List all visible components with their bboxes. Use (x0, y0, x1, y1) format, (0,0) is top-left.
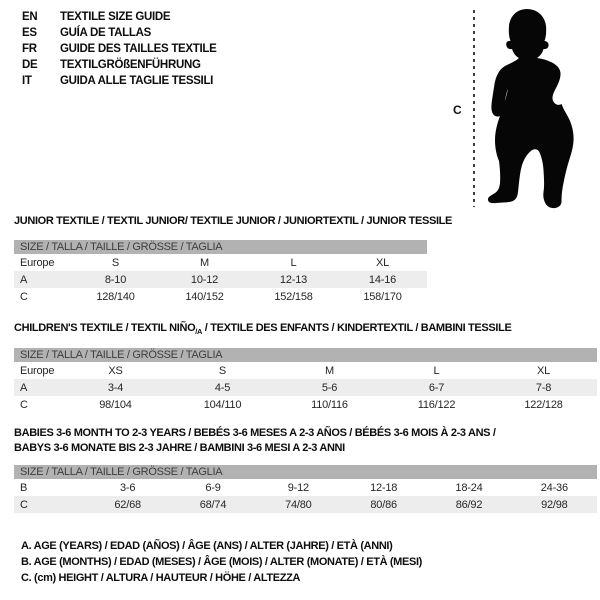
row-label: A (20, 381, 28, 394)
language-row (22, 57, 217, 73)
table-cell: 8-10 (104, 273, 127, 286)
table-cell: 80/86 (370, 498, 397, 511)
row-label: C (20, 498, 28, 511)
language-title-list (22, 9, 217, 89)
table-row (14, 254, 427, 271)
table-cell: 18-24 (455, 481, 483, 494)
table-title (14, 214, 452, 229)
table-cell: 7-8 (535, 381, 552, 394)
size-header-bar: SIZE / TALLA / TAILLE / GRÖSSE / TAGLIA (14, 348, 597, 362)
table-cell: 4-5 (214, 381, 231, 394)
table-cell: M (325, 364, 334, 377)
title-text: CHILDREN'S TEXTILE / TEXTIL NIÑO (14, 322, 196, 334)
language-code: ES (22, 27, 37, 39)
row-label: Europe (20, 256, 55, 269)
footnote-line: A. AGE (YEARS) / EDAD (AÑOS) / ÂGE (ANS) / ALTER (JAHRE) / ETÀ (ANNI) (21, 540, 393, 552)
footnotes (21, 538, 422, 586)
table-row (14, 396, 597, 413)
guide-title-translation: GUIDA ALLE TAGLIE TESSILI (60, 75, 214, 87)
table-cell: 92/98 (541, 498, 568, 511)
table-cell: 62/68 (114, 498, 141, 511)
table-cell: 140/152 (185, 290, 224, 303)
table-cell: 12-13 (279, 273, 308, 286)
table-row (14, 362, 597, 379)
size-header-bar: SIZE / TALLA / TAILLE / GRÖSSE / TAGLIA (14, 465, 597, 479)
footnote-line: C. (cm) HEIGHT / ALTURA / HAUTEUR / HÖHE / ALTEZZA (21, 572, 301, 584)
table-cell: 98/104 (99, 398, 132, 411)
table-cell: S (218, 364, 227, 377)
height-measure-label: C (453, 103, 462, 117)
language-row (22, 41, 217, 57)
baby-figure (450, 0, 600, 220)
table-cell: XS (108, 364, 123, 377)
table-cell: 6-7 (428, 381, 445, 394)
table-cell: XL (375, 256, 390, 269)
table-cell: 110/116 (311, 398, 348, 411)
size-table-section (14, 426, 597, 513)
table-cell: L (433, 364, 440, 377)
table-row (14, 379, 597, 396)
size-table (14, 348, 597, 413)
table-cell: 68/74 (199, 498, 227, 511)
size-table (14, 465, 597, 513)
table-cell: 24-36 (540, 481, 568, 494)
row-label: B (20, 481, 28, 494)
guide-title-translation: TEXTILGRÖßENFÜHRUNG (60, 59, 201, 71)
table-cell: 158/170 (363, 290, 402, 303)
table-row (14, 271, 427, 288)
size-header-bar: SIZE / TALLA / TAILLE / GRÖSSE / TAGLIA (14, 240, 427, 254)
table-cell: 6-9 (205, 481, 221, 494)
language-code: DE (22, 59, 38, 71)
title-text: / TEXTILE DES ENFANTS / KINDERTEXTIL / BAMBINI TESSILE (202, 322, 512, 334)
table-cell: 12-18 (370, 481, 398, 494)
row-label: Europe (20, 364, 55, 377)
guide-title-translation: TEXTILE SIZE GUIDE (60, 11, 171, 23)
table-cell: 86/92 (455, 498, 483, 511)
table-cell: 3-4 (107, 381, 124, 394)
table-cell: 152/158 (274, 290, 313, 303)
table-cell: 5-6 (321, 381, 338, 394)
row-label: C (20, 290, 28, 303)
footnote-line: B. AGE (MONTHS) / EDAD (MESES) / ÂGE (MOIS) / ALTER (MONATE) / ETÀ (MESI) (21, 556, 422, 568)
language-code: FR (22, 43, 37, 55)
row-label: C (20, 398, 28, 411)
table-cell: S (111, 256, 120, 269)
table-cell: 122/128 (524, 398, 563, 411)
size-table-section (14, 214, 452, 305)
table-cell: 3-6 (120, 481, 136, 494)
table-cell: 74/80 (285, 498, 312, 511)
guide-title-translation: GUÍA DE TALLAS (60, 27, 151, 39)
table-cell: 9-12 (287, 481, 309, 494)
language-row (22, 25, 217, 41)
title-text: BABYS 3-6 MONATE BIS 2-3 JAHRE / BAMBINI 3-6 MESI A 2-3 ANNI (14, 442, 345, 454)
size-table (14, 240, 427, 305)
table-title (14, 321, 597, 339)
size-table-section (14, 321, 597, 413)
table-cell: L (290, 256, 297, 269)
row-label: A (20, 273, 28, 286)
title-text: JUNIOR TEXTILE / TEXTIL JUNIOR/ TEXTILE JUNIOR / JUNIORTEXTIL / JUNIOR TESSILE (14, 215, 453, 227)
guide-title-translation: GUIDE DES TAILLES TEXTILE (60, 43, 217, 55)
table-cell: XL (536, 364, 551, 377)
language-code: IT (22, 75, 32, 87)
table-cell: 116/122 (417, 398, 456, 411)
table-title (14, 426, 597, 441)
language-row (22, 9, 217, 25)
table-row (14, 479, 597, 496)
table-row (14, 288, 427, 305)
table-cell: 14-16 (368, 273, 397, 286)
table-cell: M (200, 256, 209, 269)
table-title (14, 441, 597, 456)
title-subscript: /A (195, 327, 203, 337)
baby-silhouette-icon (486, 4, 578, 211)
language-row (22, 73, 217, 89)
table-row (14, 496, 597, 513)
table-cell: 128/140 (96, 290, 135, 303)
table-cell: 10-12 (190, 273, 219, 286)
language-code: EN (22, 11, 38, 23)
height-measure-dotted-line (473, 10, 475, 207)
table-cell: 104/110 (203, 398, 242, 411)
title-text: BABIES 3-6 MONTH TO 2-3 YEARS / BEBÉS 3-6 MESES A 2-3 AÑOS / BÉBÉS 3-6 MOIS À 2-3 ANS / (14, 427, 496, 439)
